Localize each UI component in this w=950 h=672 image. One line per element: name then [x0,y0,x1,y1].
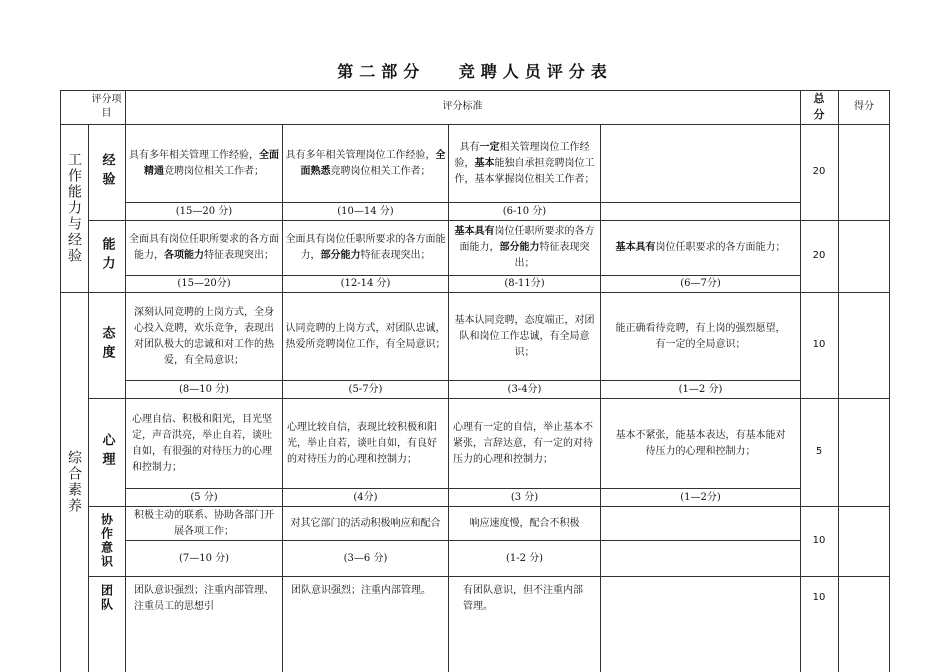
criteria-text: 具有多年相关管理岗位工作经验，全面熟悉竞聘岗位相关工作者； [285,149,446,177]
criteria-text: 基本认同竞聘，态度端正，对团队和岗位工作忠诚，有全局意识； [454,314,595,358]
row-name-experience: 经验 [99,153,115,191]
score-experience: 20 [812,166,826,177]
criteria-text: 认同竞聘的上岗方式，对团队忠诚，热爱所竞聘岗位工作，有全局意识； [285,322,446,350]
score-range: (6—7分) [680,278,721,289]
criteria-text: 基本不紧张，能基本表达，有基本能对待压力的心理和控制力； [615,429,786,457]
score-attitude: 10 [812,339,826,350]
header-item: 评分项目 [91,94,122,119]
criteria-text: 具有一定相关管理岗位工作经验，基本能独自承担竞聘岗位工作，基本掌握岗位相关工作者； [454,141,595,185]
category-work: 工作能力与经验 [66,152,82,264]
criteria-text: 全面具有岗位任职所要求的各方面能力，各项能力特征表现突出； [129,234,279,261]
score-range: (8-11分) [504,278,545,289]
score-cooperation: 10 [812,535,826,546]
row-name-cooperation: 协作意识 [99,513,114,569]
row-name-psychology: 心理 [99,433,115,471]
score-range: (1—2 分) [678,383,723,395]
score-range: (15—20分) [177,278,231,289]
header-total: 总分 [813,92,825,121]
criteria-text: 响应速度慢，配合不积极 [469,517,580,529]
criteria-text: 深刻认同竞聘的上岗方式，全身心投入竞聘，欢乐竞争，表现出对团队极大的忠诚和对工作的热爱，有全局意识； [134,306,274,366]
score-range: (6-10 分) [502,205,547,217]
score-range: (3-4分) [507,383,542,395]
criteria-text: 心理比较自信，表现比较积极和阳光，举止自若，谈吐自如，有良好的对待压力的心理和控制力； [287,421,437,465]
category-comprehensive: 综合素养 [66,450,82,514]
score-range: (1—2分) [680,491,721,503]
criteria-text: 具有多年相关管理工作经验，全面精通竞聘岗位相关工作者； [129,149,279,177]
score-range: (3—6 分) [343,552,388,564]
criteria-text: 能正确看待竞聘，有上岗的强烈愿望，有一定的全局意识； [615,322,786,350]
criteria-text: 心理有一定的自信，举止基本不紧张，言辞达意，有一定的对待压力的心理和控制力； [453,421,593,465]
criteria-text: 团队意识强烈；注重内部管理、注重员工的思想引 [134,585,274,612]
score-range: (15—20 分) [175,205,233,217]
criteria-text: 对其它部门的活动积极响应和配合 [290,517,441,529]
score-table [60,90,890,672]
score-range: (1-2 分) [505,552,544,564]
score-range: (12-14 分) [340,278,391,289]
score-ability: 20 [812,250,826,261]
score-psychology: 5 [815,446,823,457]
page-title: 第二部分 竞聘人员评分表 [337,62,613,81]
score-range: (5 分) [190,491,218,503]
score-range: (8—10 分) [178,383,230,395]
row-name-attitude: 态度 [99,326,115,364]
criteria-text: 积极主动的联系、协助各部门开展各项工作； [134,509,274,537]
criteria-text: 基本具有岗位任职所要求的各方面能力，部分能力特征表现突出； [454,226,595,269]
criteria-text: 基本具有岗位任职要求的各方面能力； [615,242,786,253]
criteria-text: 全面具有岗位任职所要求的各方面能力，部分能力特征表现突出； [285,234,446,261]
header-got: 得分 [854,101,874,112]
criteria-text: 心理自信、积极和阳光，目光坚定，声音洪亮，举止自若，谈吐自如，有很强的对待压力的心理和控制力； [132,413,272,473]
score-range: (7—10 分) [178,552,230,564]
header-criteria: 评分标准 [442,101,483,112]
criteria-text: 有团队意识，但不注重内部管理。 [463,585,583,612]
score-team: 10 [812,592,826,603]
row-name-team: 团队 [99,584,114,612]
score-range: (4分) [353,491,378,503]
row-name-ability: 能力 [99,237,115,275]
criteria-text: 团队意识强烈；注重内部管理。 [291,585,431,596]
score-range: (10—14 分) [337,205,394,217]
score-range: (3 分) [510,491,539,503]
score-range: (5-7分) [348,383,383,395]
